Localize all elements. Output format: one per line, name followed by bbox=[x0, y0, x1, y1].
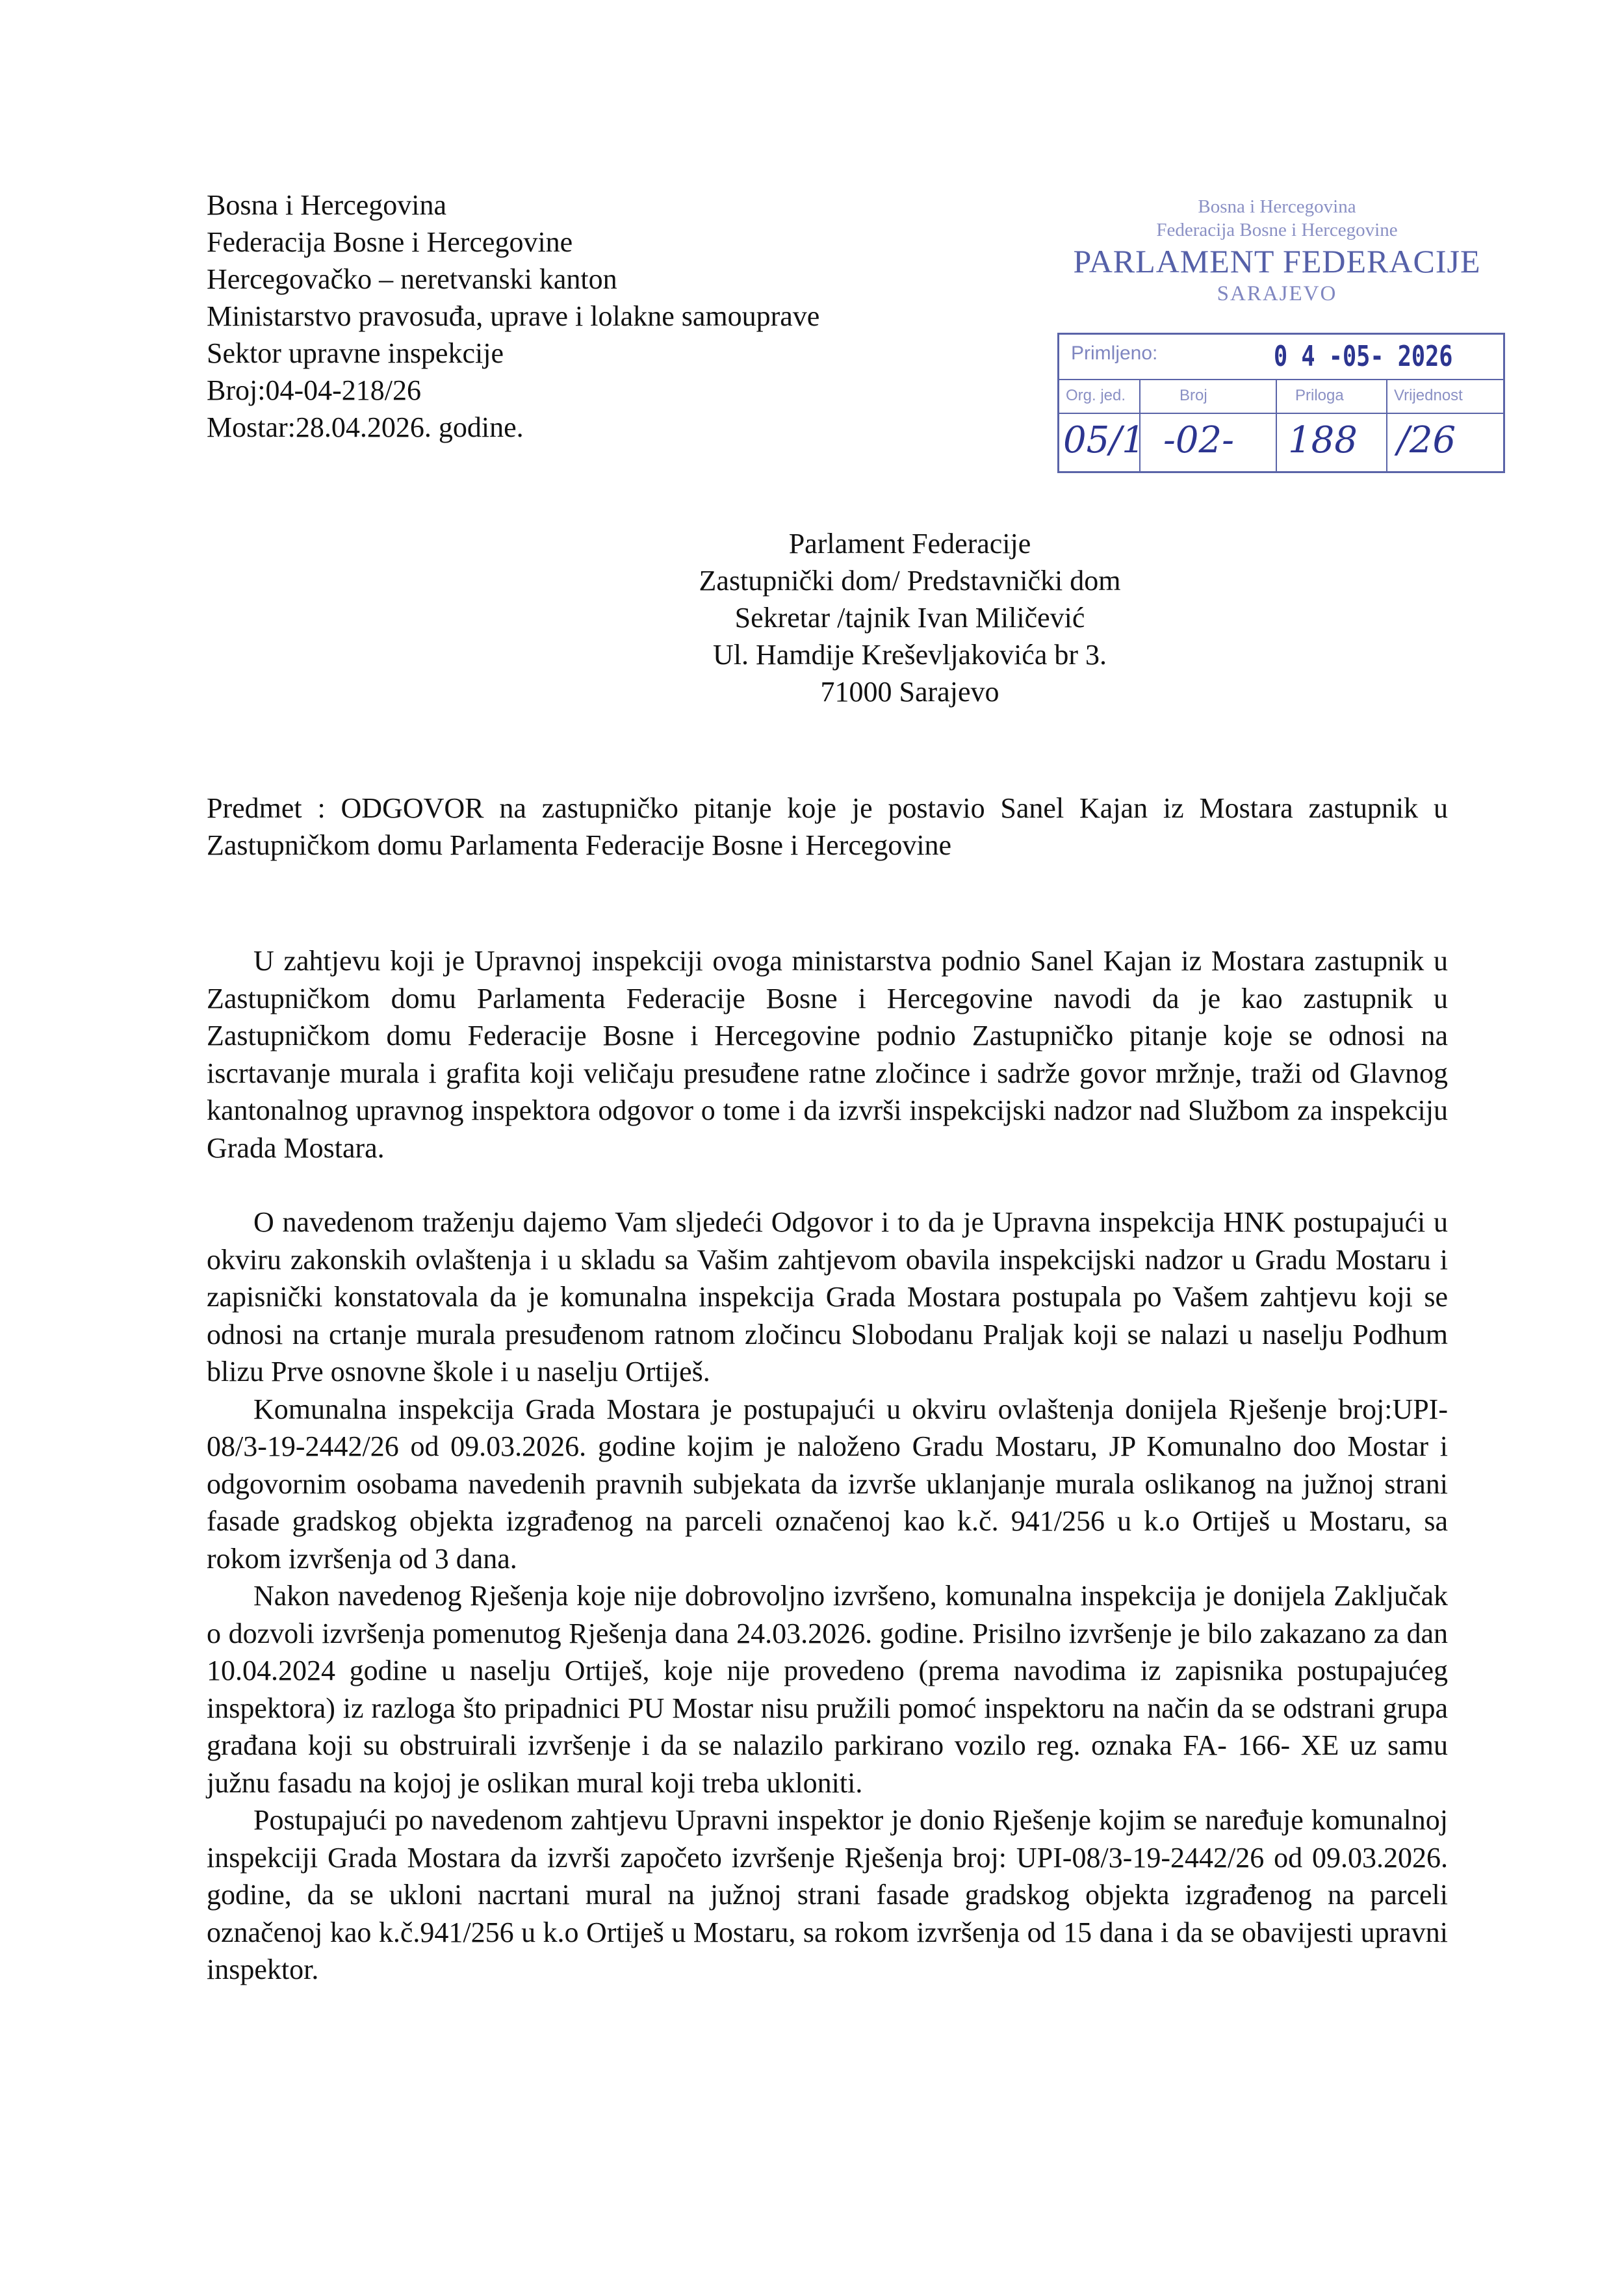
body-paragraph: Komunalna inspekcija Grada Mostara je postupajući u okviru ovlaštenja donijela Rješenje broj:UPI-08/3-19-2442/26 od 09.03.2026. godine kojim je naloženo Gradu Mostaru, JP Komunalno doo Mostar i odgovornim osobama navedenih pravnih subjekata da izvrše uklanjanje murala oslikanog na južnoj strani fasade gradskog objekta izgrađenog na parceli označenoj kao k.č. 941/256 u k.o Ortiješ u Mostaru, sa rokom izvršenja od 3 dana. bbox=[207, 1393, 1448, 1575]
stamp-col-vrijednost: Vrijednost bbox=[1394, 387, 1463, 404]
sender-line-date: Mostar:28.04.2026. godine. bbox=[207, 411, 524, 443]
stamp-col-broj: Broj bbox=[1141, 379, 1277, 413]
recipient-line-house: Zastupnički dom/ Predstavnički dom bbox=[699, 565, 1121, 597]
body-paragraph: O navedenom traženju dajemo Vam sljedeći Odgovor i to da je Upravna inspekcija HNK postupajući u okviru zakonskih ovlaštenja i u skladu sa Vašim zahtjevom obavila inspekcijski nadzor u Gradu Mostaru i zapisnički konstatovala da je komunalna inspekcija Grada Mostara postupala po Vašem zahtjevu koji se odnosi na crtanje murala presuđenom ratnom zločincu Slobodanu Praljak koji se nalazi u naselju Podhum blizu Prve osnovne škole i u naselju Ortiješ. bbox=[207, 1206, 1448, 1387]
letter-body bbox=[207, 942, 1448, 1989]
stamp-hand-vrijednost: /26 bbox=[1397, 419, 1456, 461]
body-paragraph: Postupajući po navedenom zahtjevu Upravni inspektor je donio Rješenje kojim se naređuje komunalnoj inspekciji Grada Mostara da izvrši započeto izvršenje Rješenja broj: UPI-08/3-19-2442/26 od 09.03.2026. godine, da se ukloni nacrtani mural na južnoj strani fasade gradskog objekta izgrađenog na parceli označenoj kao k.č.941/256 u k.o Ortiješ u Mostaru, sa rokom izvršenja od 15 dana i da se obavijesti upravni inspektor. bbox=[207, 1804, 1448, 1985]
stamp-line-parliament: PARLAMENT FEDERACIJE bbox=[1073, 243, 1481, 279]
stamp-col-org: Org. jed. bbox=[1059, 379, 1141, 413]
sender-line-ministry: Ministarstvo pravosuđa, uprave i lolakne samouprave bbox=[207, 300, 820, 332]
stamp-line-country: Bosna i Hercegovina bbox=[1198, 196, 1356, 217]
sender-line-federation: Federacija Bosne i Hercegovine bbox=[207, 226, 573, 258]
sender-header bbox=[207, 187, 1019, 446]
subject-line: Predmet : ODGOVOR na zastupničko pitanje koje je postavio Sanel Kajan iz Mostara zastupnik u Zastupničkom domu Parlamenta Federacije Bosne i Hercegovine bbox=[207, 792, 1448, 861]
stamp-received-row bbox=[1059, 335, 1503, 380]
sender-line-country: Bosna i Hercegovina bbox=[207, 189, 446, 221]
recipient-address bbox=[585, 525, 1235, 710]
stamp-hand-priloga: 188 bbox=[1288, 419, 1358, 461]
sender-line-canton: Hercegovačko – neretvanski kanton bbox=[207, 263, 617, 295]
received-stamp-header bbox=[1050, 195, 1504, 307]
stamp-received-label: Primljeno: bbox=[1071, 342, 1158, 364]
recipient-line-secretary: Sekretar /tajnik Ivan Miličević bbox=[734, 602, 1085, 634]
stamp-hand-broj: -02- bbox=[1163, 419, 1235, 461]
body-paragraph: Nakon navedenog Rješenja koje nije dobrovoljno izvršeno, komunalna inspekcija je donijela Zaključak o dozvoli izvršenja pomenutog Rješenja dana 24.03.2026. godine. Prisilno izvršenje je bilo zakazano za dan 10.04.2024 godine u naselju Ortiješ, koje nije provedeno (prema navodima iz zapisnika postupajućeg inspektora) iz razloga što pripadnici PU Mostar nisu pružili pomoć inspektoru na način da se odstrani grupa građana koji su obstruirali izvršenje i da se nalazilo parkirano vozilo reg. oznaka FA- 166- XE uz samu južnu fasadu na kojoj je oslikan mural koji treba ukloniti. bbox=[207, 1580, 1448, 1799]
body-paragraph: U zahtjevu koji je Upravnoj inspekciji ovoga ministarstva podnio Sanel Kajan iz Mostara zastupnik u Zastupničkom domu Parlamenta Federacije Bosne i Hercegovine navodi da je kao zastupnik u Zastupničkom domu Federacije Bosne i Hercegovine podnio Zastupničko pitanje koje se odnosi na iscrtavanje murala i grafita koji veličaju presuđene ratne zločince i sadrže govor mržnje, traži od Glavnog kantonalnog upravnog inspektora odgovor o tome i da izvrši inspekcijski nadzor nad Službom za inspekciju Grada Mostara. bbox=[207, 945, 1448, 1164]
stamp-received-date: 0 4 -05- 2026 bbox=[1274, 340, 1453, 373]
recipient-line-street: Ul. Hamdije Kreševljakovića br 3. bbox=[712, 639, 1107, 671]
stamp-columns-row bbox=[1059, 379, 1503, 414]
received-stamp-box bbox=[1057, 333, 1505, 473]
stamp-hand-org: 05/1 bbox=[1063, 419, 1145, 461]
recipient-line-parliament: Parlament Federacije bbox=[788, 528, 1031, 560]
stamp-values-row bbox=[1059, 413, 1503, 471]
stamp-col-priloga: Priloga bbox=[1277, 379, 1387, 413]
sender-line-number: Broj:04-04-218/26 bbox=[207, 374, 421, 406]
recipient-line-city: 71000 Sarajevo bbox=[820, 676, 999, 708]
stamp-line-city: SARAJEVO bbox=[1217, 282, 1337, 305]
stamp-line-federation: Federacija Bosne i Hercegovine bbox=[1156, 220, 1398, 240]
sender-line-sector: Sektor upravne inspekcije bbox=[207, 337, 504, 369]
